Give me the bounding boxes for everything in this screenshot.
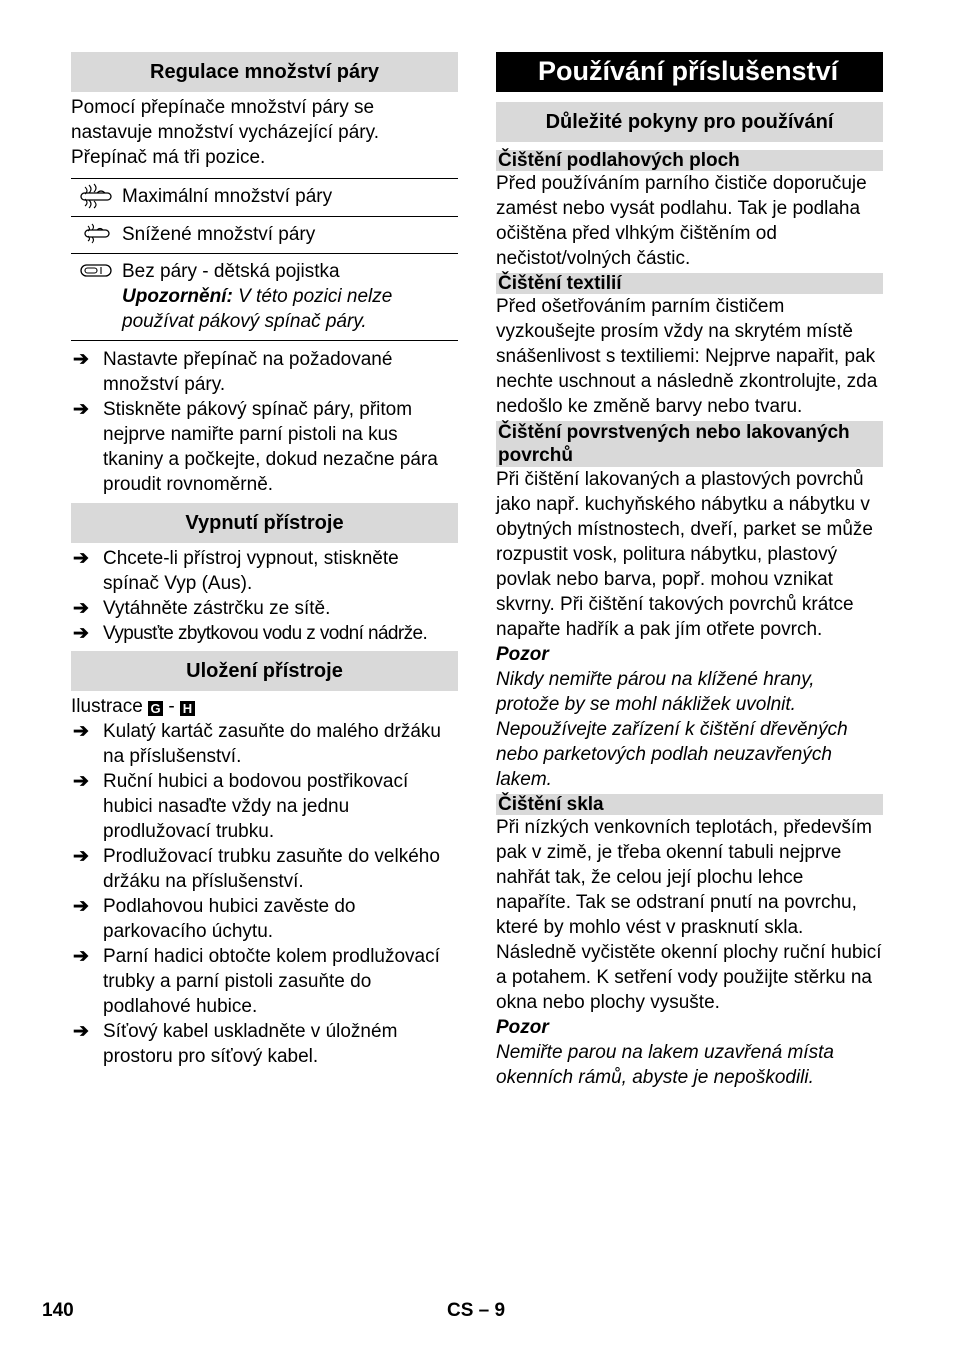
arrow-right-icon: ➔ bbox=[73, 399, 89, 420]
storage-steps-list bbox=[71, 719, 458, 1069]
page-number: 140 bbox=[42, 1300, 74, 1321]
section-indicator: CS – 9 bbox=[447, 1300, 506, 1321]
illustration-h-badge: H bbox=[180, 701, 195, 716]
setting-label-reduced: Snížené množství páry bbox=[121, 217, 458, 254]
right-column bbox=[496, 52, 883, 1090]
glass-caution-text: Nemiřte parou na lakem uzavřená místa okenních rámů, abyste je nepoškodili. bbox=[496, 1042, 834, 1088]
setting-row-reduced bbox=[71, 217, 458, 254]
left-column bbox=[71, 52, 458, 1069]
arrow-right-icon: ➔ bbox=[73, 846, 89, 867]
arrow-right-icon: ➔ bbox=[73, 598, 89, 619]
list-item: ➔ Nastavte přepínač na požadované množství páry. bbox=[73, 349, 393, 395]
list-item: ➔ Vypusťte zbytkovou vodu z vodní nádrže. bbox=[73, 623, 428, 644]
setting-label-max: Maximální množství páry bbox=[121, 179, 458, 217]
textiles-text: Před ošetřováním parním čističem vyzkoušejte prosím vždy na skrytém místě snášenlivost s textiliemi: Nejprve napařit, pak nechte uschnout a následně zkontrolujte, zda nedošlo ke změně barvy nebo tvaru. bbox=[496, 296, 878, 417]
coated-caution-text: Nikdy nemiřte párou na klížené hrany, protože by se mohl nákližek uvolnit. Nepoužívejte zařízení k čištění dřevěných nebo parketových podlah neuzavřených lakem. bbox=[496, 669, 848, 790]
setting-row-max bbox=[71, 179, 458, 217]
coated-surfaces-subheading: Čištění povrstvených nebo lakovaných povrchů bbox=[496, 421, 883, 467]
storage-heading: Uložení přístroje bbox=[71, 651, 458, 691]
list-item: ➔ Síťový kabel uskladněte v úložném prostoru pro síťový kabel. bbox=[73, 1021, 398, 1067]
glass-caution-label: Pozor bbox=[496, 1017, 549, 1038]
steam-intro-text: Pomocí přepínače množství páry se nastavuje množství vycházející páry. Přepínač má tři pozice. bbox=[71, 97, 379, 168]
arrow-right-icon: ➔ bbox=[73, 623, 89, 644]
arrow-right-icon: ➔ bbox=[73, 349, 89, 370]
list-item: ➔ Prodlužovací trubku zasuňte do velkého držáku na příslušenství. bbox=[73, 846, 440, 892]
switch-off-steps-list bbox=[71, 546, 458, 646]
arrow-right-icon: ➔ bbox=[73, 1021, 89, 1042]
arrow-right-icon: ➔ bbox=[73, 548, 89, 569]
list-item: ➔ Ruční hubici a bodovou postřikovací hubici nasaďte vždy na jednu prodlužovací trubku. bbox=[73, 771, 409, 842]
steam-settings-table bbox=[71, 178, 458, 341]
reduced-steam-icon bbox=[71, 217, 121, 254]
arrow-right-icon: ➔ bbox=[73, 771, 89, 792]
floors-subheading: Čištění podlahových ploch bbox=[496, 150, 883, 171]
arrow-right-icon: ➔ bbox=[73, 896, 89, 917]
arrow-right-icon: ➔ bbox=[73, 946, 89, 967]
accessories-main-heading: Používání příslušenství bbox=[496, 52, 883, 92]
coated-caution-label: Pozor bbox=[496, 644, 549, 665]
note-label: Upozornění: bbox=[122, 286, 233, 307]
child-lock-note bbox=[122, 284, 458, 334]
list-item: ➔ Podlahovou hubici zavěste do parkovacího úchytu. bbox=[73, 896, 356, 942]
switch-off-heading: Vypnutí přístroje bbox=[71, 503, 458, 543]
list-item: ➔ Chcete-li přístroj vypnout, stiskněte spínač Vyp (Aus). bbox=[73, 548, 399, 594]
glass-subheading: Čištění skla bbox=[496, 794, 883, 815]
list-item: ➔ Kulatý kartáč zasuňte do malého držáku na příslušenství. bbox=[73, 721, 441, 767]
max-steam-icon bbox=[71, 179, 121, 217]
steam-regulation-heading: Regulace množství páry bbox=[71, 52, 458, 92]
no-steam-icon bbox=[71, 254, 121, 341]
list-item: ➔ Stiskněte pákový spínač páry, přitom nejprve namiřte parní pistoli na kus tkaniny a počkejte, dokud nezačne pára proudit rovnoměrně. bbox=[73, 399, 438, 495]
glass-text: Při nízkých venkovních teplotách, především pak v zimě, je třeba okenní tabuli nejprve nahřát tak, že celou její plochu lehce napaříte. Tak se odstraní pnutí na povrchu, které by mohlo vést v prasknutí skla. Následně vyčistěte okenní plochy ruční hubicí a potahem. K setření vody použijte stěrku na okna nebo plochy vysušte. bbox=[496, 817, 882, 1013]
arrow-right-icon: ➔ bbox=[73, 721, 89, 742]
coated-surfaces-text: Při čištění lakovaných a plastových povrchů jako např. kuchyňského nábytku a nábytku v obytných místnostech, dveří, parket se může rozpustit vosk, politura nábytku, plastový povlak nebo barva, popř. mohou vznikat skvrny. Při čištění takových povrchů krátce napařte hadřík a pak jím otřete povrch. bbox=[496, 469, 874, 640]
list-item: ➔ Parní hadici obtočte kolem prodlužovací trubky a parní pistoli zasuňte do podlahové hubice. bbox=[73, 946, 440, 1017]
steam-steps-list bbox=[71, 347, 458, 497]
important-notes-heading: Důležité pokyny pro používání bbox=[496, 102, 883, 142]
list-item: ➔ Vytáhněte zástrčku ze sítě. bbox=[73, 598, 331, 619]
setting-label-none: Bez páry - dětská pojistka bbox=[122, 261, 340, 282]
floors-text: Před používáním parního čističe doporučuje zamést nebo vysát podlahu. Tak je podlaha očištěna před vlhkým čištěním od nečistot/volných částic. bbox=[496, 173, 867, 269]
illustration-ref: Ilustrace G - H bbox=[71, 694, 458, 719]
textiles-subheading: Čištění textilií bbox=[496, 273, 883, 294]
illustration-g-badge: G bbox=[148, 701, 163, 716]
setting-row-none bbox=[71, 254, 458, 341]
note-text: V této pozici nelze používat pákový spínač páry. bbox=[122, 286, 393, 332]
